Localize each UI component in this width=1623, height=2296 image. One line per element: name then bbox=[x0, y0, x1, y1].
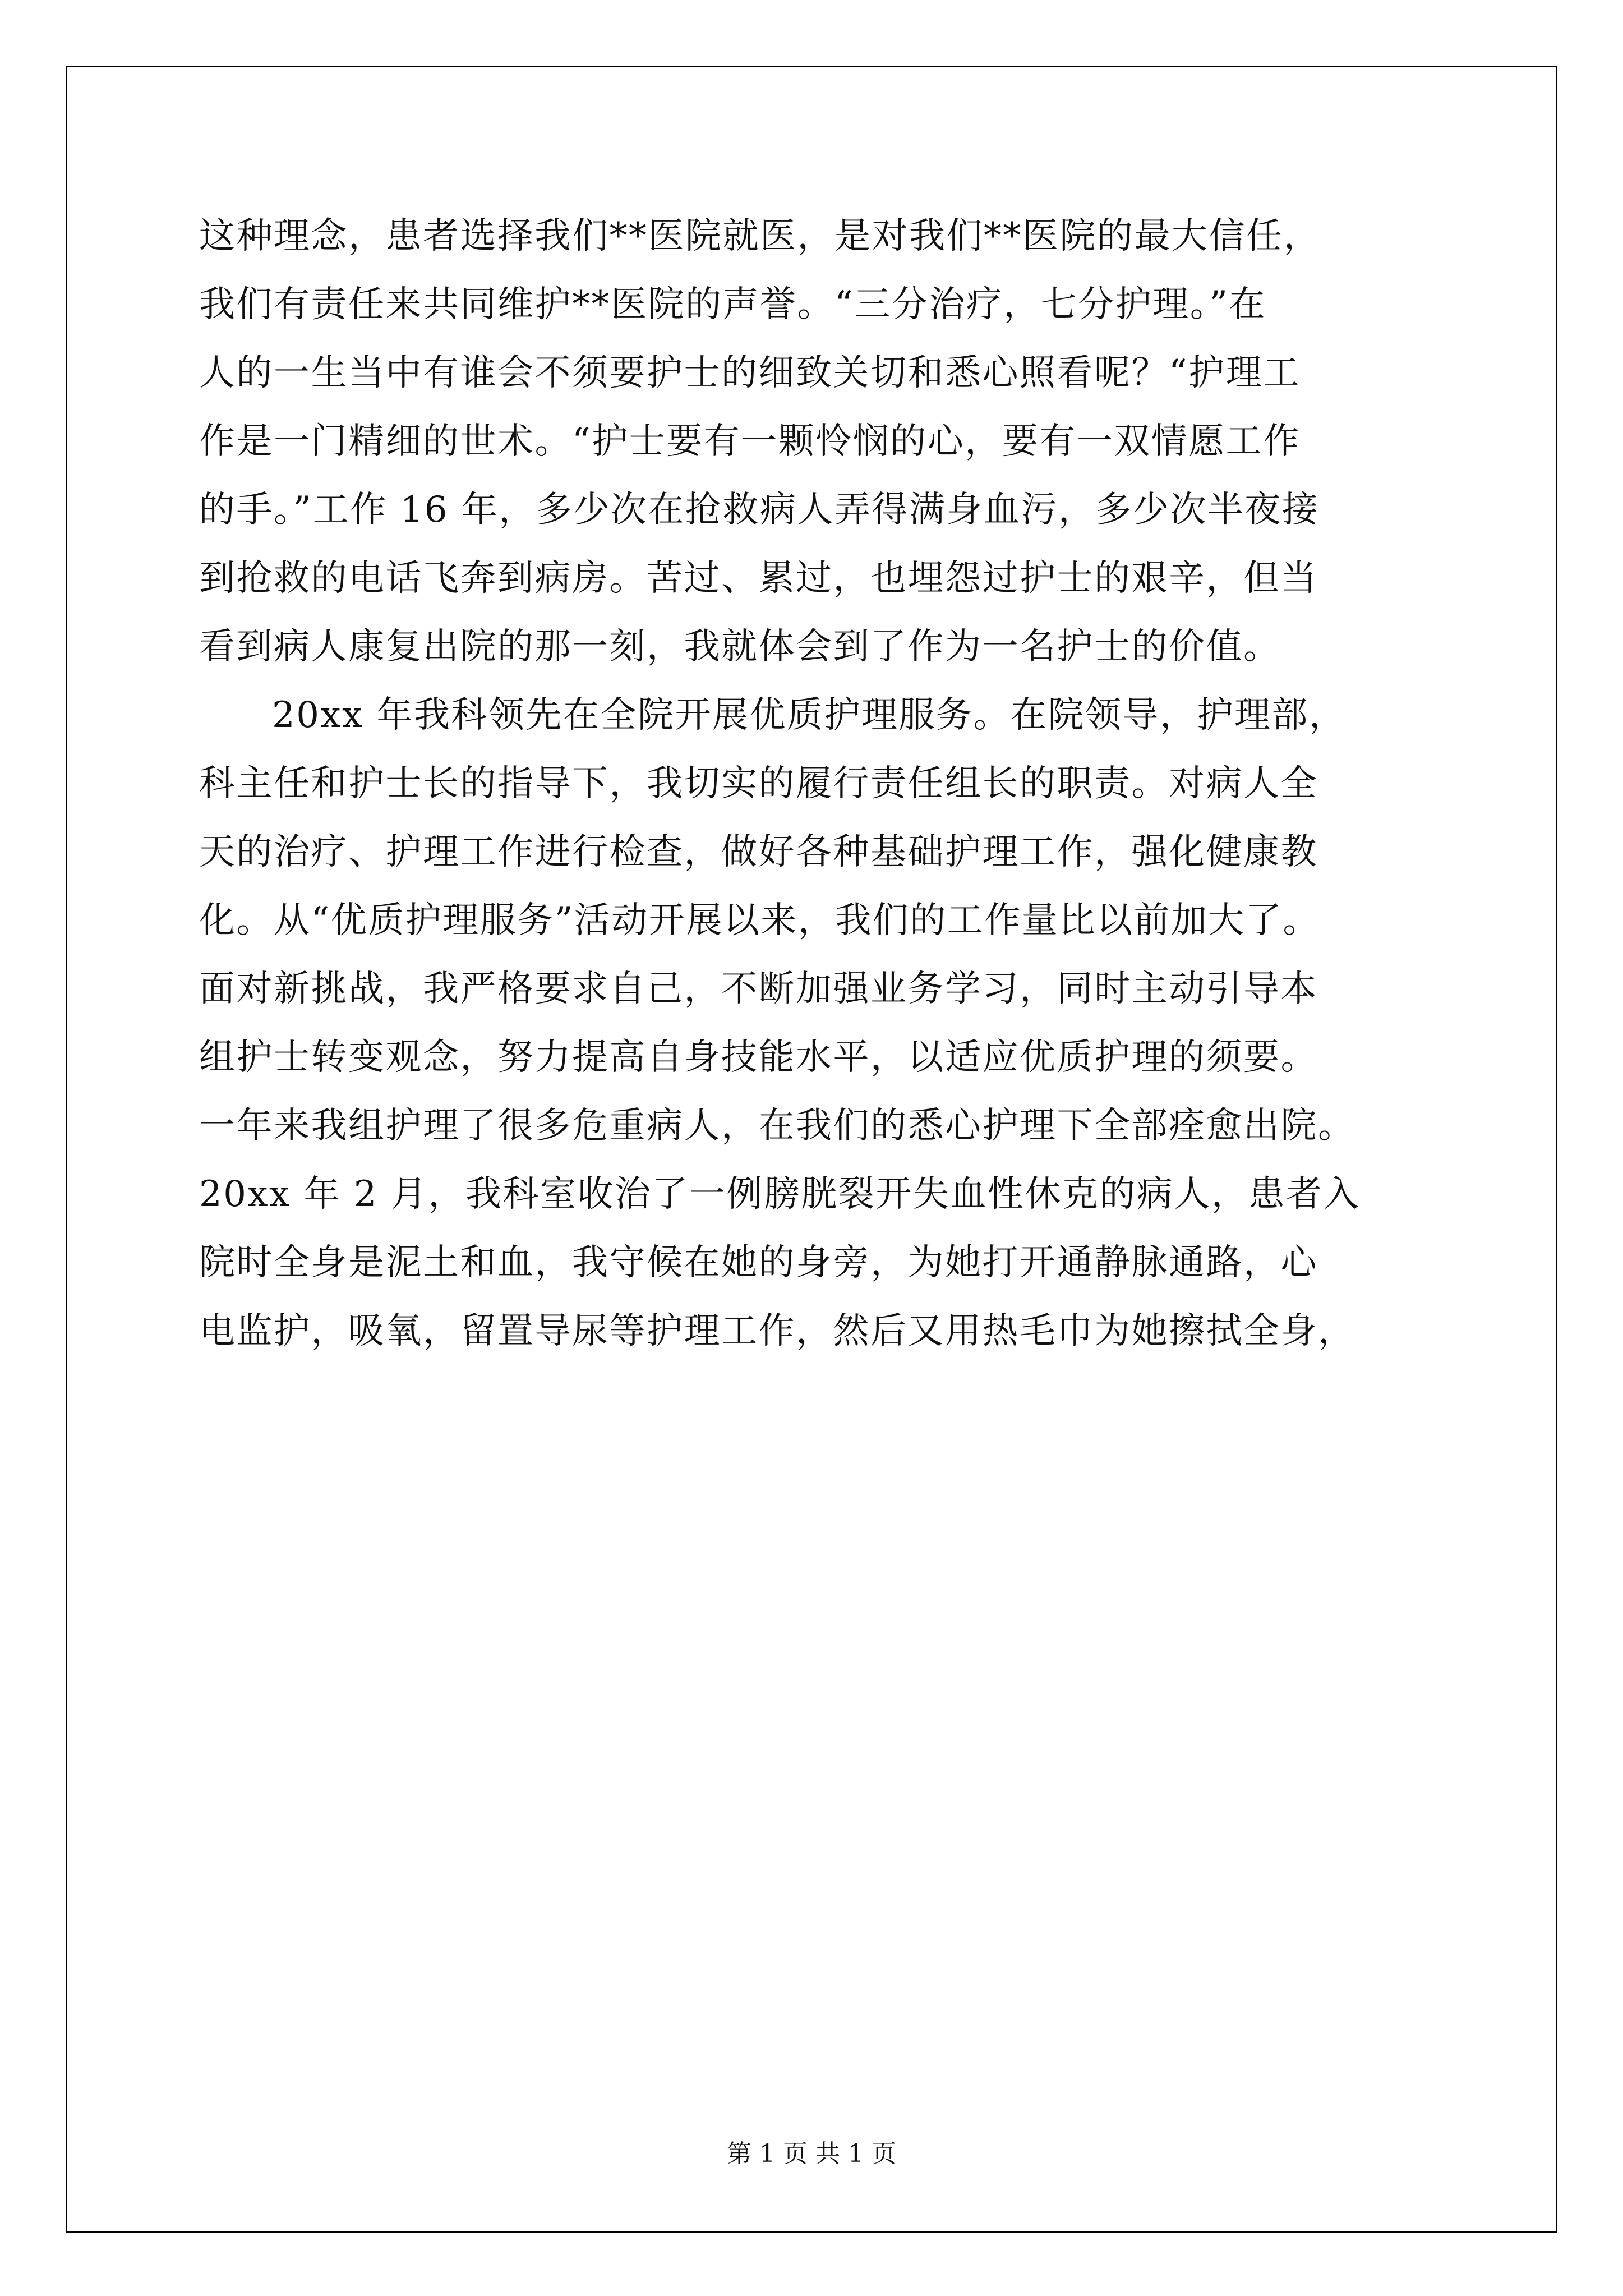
text-line: 电监护，吸氧，留置导尿等护理工作，然后又用热毛巾为她擦拭全身， bbox=[199, 1310, 1355, 1352]
text-line: 人的一生当中有谁会不须要护士的细致关切和悉心照看呢？“护理工 bbox=[199, 352, 1301, 394]
page-number-footer: 第 1 页 共 1 页 bbox=[727, 2139, 896, 2168]
text-line: 面对新挑战，我严格要求自己，不断加强业务学习，同时主动引导本 bbox=[199, 968, 1318, 1010]
document-body bbox=[199, 202, 1427, 1365]
text-line: 组护士转变观念，努力提高自身技能水平，以适应优质护理的须要。 bbox=[199, 1037, 1318, 1078]
text-line: 一年来我组护理了很多危重病人，在我们的悉心护理下全部痊愈出院。 bbox=[199, 1105, 1355, 1147]
text-line: 化。从“优质护理服务”活动开展以来，我们的工作量比以前加大了。 bbox=[199, 900, 1320, 941]
text-line: 我们有责任来共同维护**医院的声誉。“三分治疗，七分护理。”在 bbox=[199, 284, 1266, 325]
text-line: 的手。”工作 16 年，多少次在抢救病人弄得满身血污，多少次半夜接 bbox=[199, 489, 1320, 531]
text-line: 天的治疗、护理工作进行检查，做好各种基础护理工作，强化健康教 bbox=[199, 831, 1318, 873]
text-line: 20xx 年 2 月，我科室收治了一例膀胱裂开失血性休克的病人，患者入 bbox=[199, 1174, 1361, 1215]
text-line: 科主任和护士长的指导下，我切实的履行责任组长的职责。对病人全 bbox=[199, 763, 1318, 804]
text-line: 看到病人康复出院的那一刻，我就体会到了作为一名护士的价值。 bbox=[199, 626, 1281, 668]
text-line: 院时全身是泥土和血，我守候在她的身旁，为她打开通静脉通路，心 bbox=[199, 1242, 1318, 1283]
paragraph-start-line: 20xx 年我科领先在全院开展优质护理服务。在院领导，护理部， bbox=[272, 694, 1347, 736]
text-line: 到抢救的电话飞奔到病房。苦过、累过，也埋怨过护士的艰辛，但当 bbox=[199, 558, 1318, 599]
text-line: 作是一门精细的世术。“护士要有一颗怜悯的心，要有一双情愿工作 bbox=[199, 421, 1301, 462]
text-line: 这种理念，患者选择我们**医院就医，是对我们**医院的最大信任， bbox=[199, 215, 1321, 257]
